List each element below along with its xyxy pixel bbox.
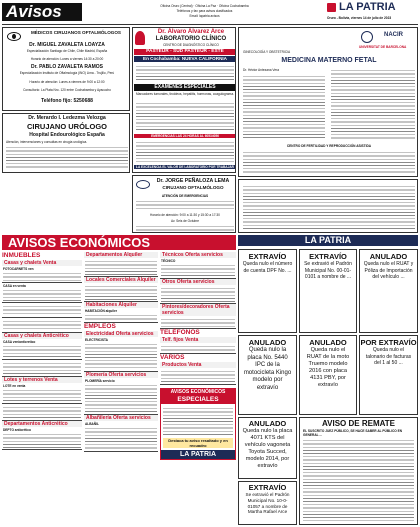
penaloza-attention: ATENCIÓN DE EMERGENCIAS xyxy=(161,194,209,198)
cat-pintores: Pintores/decoradores Oferta servicios xyxy=(160,304,236,316)
penaloza-name: Dr. JORGE PEÑALOZA LEMA xyxy=(156,178,230,184)
doctor-2-sub: Especialización Instituto de Oftalmología (INO) Lima - Trujillo, Perú xyxy=(19,71,115,75)
lab-banner: PASTEUR - SUD PASTEUR - ESTE xyxy=(134,49,236,55)
university-name: UNIVERSITAT DE BARCELONA xyxy=(359,45,407,49)
notice-title: ANULADO xyxy=(369,252,408,261)
cat-tecnicos: Técnicos Oferta servicios xyxy=(160,252,236,258)
urologo-fine-print xyxy=(6,145,128,170)
list-item: TÉCNICO xyxy=(160,258,236,279)
medicos-address: Consultorio: La Plata Nro. 120 entre Cochabamba y Ayacucho xyxy=(23,88,111,92)
list-item xyxy=(160,285,236,304)
university-seal-icon xyxy=(361,31,373,43)
contact-line-2: Teléfonos y fax para avisos clasificados xyxy=(176,9,233,13)
list-item xyxy=(160,368,236,385)
list-item xyxy=(2,303,82,318)
list-item xyxy=(2,318,82,333)
gineco-fertility: CENTRO DE FERTILIDAD Y REPRODUCCIÓN ASISTIDA xyxy=(286,144,372,148)
promo-line-2: ESPECIALES xyxy=(161,396,235,404)
notice-title: ANULADO xyxy=(309,338,347,347)
notice-body: Queda nulo el número de cuenta DPF No. ... xyxy=(242,261,293,274)
ad-laboratorio xyxy=(132,27,236,173)
gineco-services-right xyxy=(331,68,415,140)
cat-otros: Otros Oferta servicios xyxy=(160,279,236,285)
lab-excellence: LA EXCELENCIA EL VALOR DE LABORATORIO POR TRABAJAR xyxy=(136,165,234,169)
notice-body: Queda nulo el talonario de facturas del 1 al 50 ... xyxy=(365,347,412,366)
cat-albanileria: Albañilería Oferta servicios xyxy=(84,415,158,421)
lab-exams-text xyxy=(136,101,234,131)
cat-productos: Productos Venta xyxy=(160,362,236,368)
lab-emergency: EMERGENCIAS LAS 24 HORAS AL 60534056 xyxy=(134,134,236,138)
notice-box xyxy=(299,249,357,333)
cat-casas-anticretico: Casas y chalets Anticrético xyxy=(2,333,82,339)
cat-deptos-alquiler: Departamentos Alquiler xyxy=(84,252,158,258)
list-item: HABITACIÓN alquiler xyxy=(84,308,158,323)
notice-title: EXTRAVÍO xyxy=(309,252,347,261)
nacir-logo: NACIR xyxy=(384,32,403,38)
notice-body: Queda nulo el RUAT de la moto Truemo modelo 2016 con placa 4131 PBY, por extravío xyxy=(306,347,350,388)
brand-name: LA PATRIA xyxy=(339,1,396,13)
urologo-body: Atención, intervenciones y consultas en cirugía urológica. xyxy=(6,140,88,144)
list-item xyxy=(2,360,82,377)
cat-empleos: EMPLEOS xyxy=(84,323,116,330)
medicos-phone: Teléfono fijo: 5250688 xyxy=(41,98,93,104)
ad-penaloza xyxy=(132,175,236,233)
cat-telf-fijos: Telf. fijos Venta xyxy=(160,337,236,343)
cat-plomeria: Plomería Oferta servicios xyxy=(84,372,158,378)
list-item: PLOMERÍA servicio xyxy=(84,378,158,415)
mid-brand-name: LA PATRIA xyxy=(304,235,352,245)
promo-line-1: AVISOS ECONÓMICOS xyxy=(161,389,235,396)
penaloza-fine-print xyxy=(136,224,234,231)
gineco-doctor: Dr. Héctor Antezana Vera xyxy=(243,68,279,72)
section-title: Avisos xyxy=(2,3,82,21)
cat-inmuebles: INMUEBLES xyxy=(2,252,41,259)
notice-box xyxy=(359,335,418,415)
notice-title: EXTRAVÍO xyxy=(248,252,287,261)
doctor-1-hours: Horario de atención: Lunes a viernes 14:30 a 20:00 xyxy=(30,57,104,61)
dateline: Oruro - Bolivia, viernes 14 de julio de 2023 xyxy=(327,16,392,20)
cat-deptos-anticretico: Departamentos Anticrético xyxy=(2,421,82,427)
economic-title: AVISOS ECONÓMICOS xyxy=(8,235,151,250)
ad-ginecologia xyxy=(238,27,418,177)
promo-brand: LA PATRIA xyxy=(161,450,235,459)
strip-text xyxy=(243,184,415,230)
gineco-specialty: GINECOLOGÍA Y OBSTETRICIA xyxy=(243,50,291,54)
notice-body: Queda nulo el RUAT y Póliza de Importación del vehículo ... xyxy=(363,261,414,280)
list-item: LOTE en venta xyxy=(2,383,82,404)
list-item: FOTOCARNETS ven xyxy=(2,266,82,283)
classified-column-3 xyxy=(160,252,236,525)
doctor-1-name: Dr. MIGUEL ZAVALETA LOAYZA xyxy=(29,42,105,48)
promo-destaca: Destaca tu aviso resaltado y en recuadro xyxy=(163,438,233,448)
cat-telefonos: TELÉFONOS xyxy=(160,329,200,336)
notice-body: Se extravió el Padrón Municipal No. 00-01-0101 a nombre de ... xyxy=(304,261,352,280)
classified-column-1 xyxy=(2,252,82,525)
notice-box xyxy=(299,335,357,415)
page-header xyxy=(2,2,418,25)
list-item xyxy=(160,316,236,329)
gineco-services-left xyxy=(243,74,325,140)
lab-services-text xyxy=(136,64,234,82)
promo-box xyxy=(160,388,236,460)
list-item xyxy=(160,343,236,354)
lab-address-text xyxy=(136,140,234,162)
brand-logo xyxy=(327,2,418,15)
notice-title: ANULADO xyxy=(248,338,287,347)
notice-body: Queda nulo la placa 4071 KTS del vehículo vagoneta Toyota Succed, modelo 2014, por extravío xyxy=(242,428,293,469)
notice-body: Se extravió el Padrón Municipal No. 10-0-01057 a nombre de Martha Rafael Arce xyxy=(245,492,290,515)
lab-subtitle: CENTRO DE DIAGNÓSTICO CLÍNICO xyxy=(163,43,219,47)
list-item xyxy=(84,283,158,302)
cat-lotes: Lotes y terrenos Venta xyxy=(2,377,82,383)
gineco-title: MEDICINA MATERNO FETAL xyxy=(281,57,377,64)
ad-medicos-title: MÉDICOS CIRUJANOS OFTALMÓLOGOS xyxy=(30,30,121,35)
lab-banner-2: En Cochabamba: NUEVA CALIFORNIA xyxy=(134,56,236,62)
lab-title-b: LABORATORIO CLÍNICO xyxy=(155,36,227,42)
notice-title: ANULADO xyxy=(248,419,287,428)
lab-title-a: Dr. Álvaro Álvarez Arce xyxy=(157,29,225,35)
list-item xyxy=(2,404,82,421)
list-item: ALBAÑIL xyxy=(84,421,158,452)
penaloza-text xyxy=(136,199,234,211)
urologo-name: Dr. Merardo I. Ledezma Velozga xyxy=(28,115,106,121)
notice-box xyxy=(238,417,297,479)
notice-box xyxy=(238,335,297,415)
email-line: Email: lapatria avisos xyxy=(189,14,220,18)
list-item: CASA en venta xyxy=(2,283,82,303)
notice-remate xyxy=(299,417,418,525)
doctor-1-sub: Especialización Santiago de Chile, Chile Madrid, España xyxy=(26,49,108,53)
notice-title: EXTRAVÍO xyxy=(248,483,287,492)
list-item xyxy=(84,258,158,277)
mid-brand-band xyxy=(238,235,418,246)
contact-line: Oficina Oruro (Central) · Oficina La Paz · Oficina Cochabamba xyxy=(160,4,249,8)
lab-logo-icon xyxy=(135,31,145,45)
flag-icon xyxy=(327,3,336,12)
urologo-hospital: Hospital Endourológico España xyxy=(29,132,105,138)
gineco-fertility-text xyxy=(243,150,415,174)
eye-pupil-icon xyxy=(12,34,16,39)
remate-text xyxy=(303,438,414,522)
ad-urologo xyxy=(2,113,130,173)
notice-body: Queda nulo la placa No. 5440 IPC de la motocicleta Kingo modelo por extravío xyxy=(243,347,292,391)
eye-icon xyxy=(136,180,150,189)
notice-box xyxy=(359,249,418,333)
lab-exams-title: EXAMENES ESPECIALES xyxy=(134,84,236,91)
lab-exams: Marcadores tumorales, tiroideos, hepatitis, hormonas, coagulograma. xyxy=(136,92,234,96)
penaloza-title: CIRUJANO OFTALMÓLOGO xyxy=(162,185,224,190)
classified-column-2 xyxy=(84,252,158,525)
penaloza-address: Av. Seis de Octubre xyxy=(170,219,200,223)
doctor-2-name: Dr. PABLO ZAVALETA RAMOS xyxy=(31,64,103,70)
cat-electricidad: Electricidad Oferta servicios xyxy=(84,331,158,337)
list-item: DEPTO anticrético xyxy=(2,427,82,450)
economic-band xyxy=(2,235,236,250)
doctor-2-hours: Horario de atención: Lunes a viernes de 9:00 a 12:00 xyxy=(29,80,105,84)
remate-body: EL SUSCRITO JUEZ PÚBLICO, SE HACE SABER AL PÚBLICO EN GENERAL ... xyxy=(303,429,403,437)
list-item: ELECTRICISTA xyxy=(84,337,158,372)
notice-box xyxy=(238,481,297,525)
cat-habitaciones: Habitaciones Alquiler xyxy=(84,302,158,308)
ad-strip xyxy=(238,179,418,233)
remate-title: AVISO DE REMATE xyxy=(321,419,396,428)
cat-varios: VARIOS xyxy=(160,354,185,361)
list-item: CASA ven/anticretico xyxy=(2,339,82,360)
ad-medicos-oftalmologos xyxy=(2,27,130,111)
cat-locales: Locales Comerciales Alquiler xyxy=(84,277,158,283)
urologo-title: CIRUJANO URÓLOGO xyxy=(26,122,107,131)
penaloza-body: Horario de atención: 9:00 a 11:30 y 15:30 a 17:30 xyxy=(150,213,220,217)
notice-title: POR EXTRAVÍO xyxy=(360,338,417,347)
notice-box xyxy=(238,249,297,333)
cat-casas-venta: Casas y chalets Venta xyxy=(2,260,82,266)
